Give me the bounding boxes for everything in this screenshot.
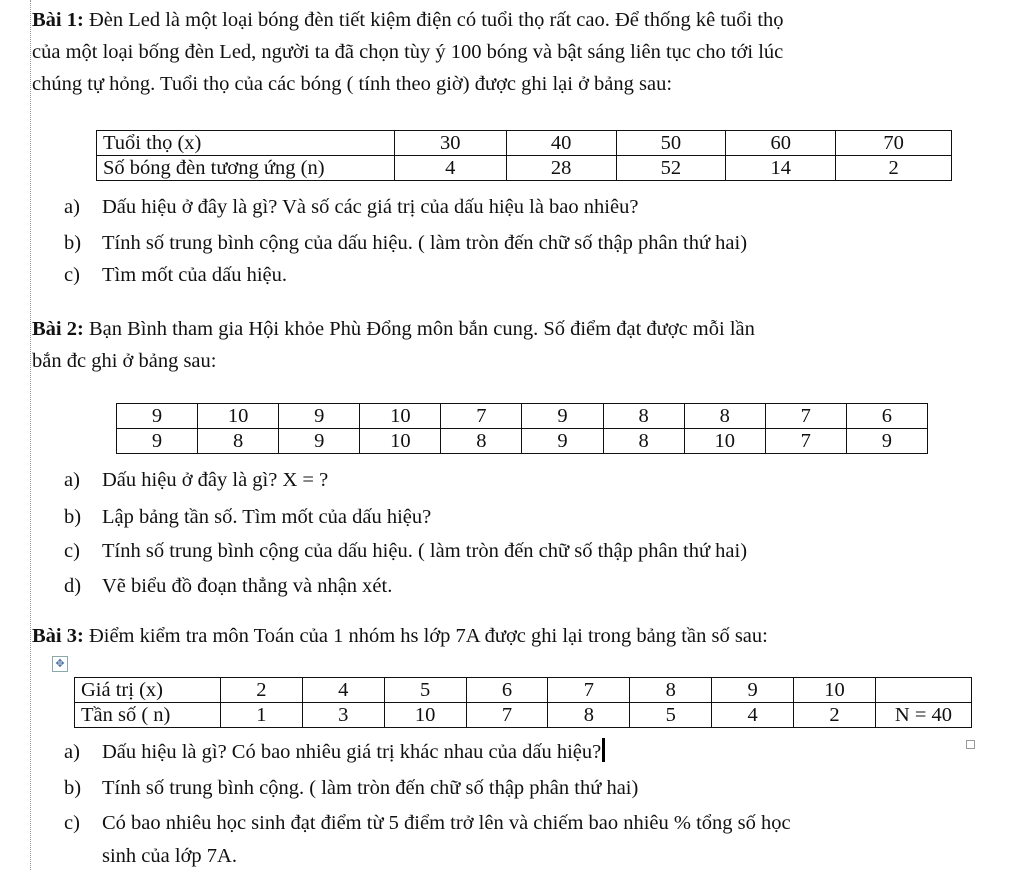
move-arrows-icon: ✥ <box>55 657 65 670</box>
table-cell[interactable]: 10 <box>794 678 876 703</box>
table-row <box>97 156 952 181</box>
bai3-table[interactable] <box>74 677 972 728</box>
list-item-text: Lập bảng tần số. Tìm mốt của dấu hiệu? <box>102 506 432 528</box>
table-cell[interactable]: N = 40 <box>875 703 971 728</box>
table-cell[interactable]: 8 <box>603 404 684 429</box>
list-item[interactable] <box>64 466 328 494</box>
table-cell[interactable]: 8 <box>684 404 765 429</box>
list-item-text: Tính số trung bình cộng của dấu hiệu. ( làm tròn đến chữ số thập phân thứ hai) <box>102 232 748 254</box>
table-cell[interactable]: 14 <box>726 156 836 181</box>
table-cell[interactable]: 9 <box>846 429 927 454</box>
table-cell[interactable]: 7 <box>765 404 846 429</box>
table-cell[interactable]: 8 <box>603 429 684 454</box>
list-item[interactable] <box>64 572 392 600</box>
table-cell[interactable]: 9 <box>522 404 603 429</box>
table-cell[interactable]: 30 <box>394 131 506 156</box>
list-marker: c) <box>64 264 80 286</box>
table-cell[interactable]: 7 <box>548 678 630 703</box>
bai1-text-line1: Đèn Led là một loại bóng đèn tiết kiệm điện có tuổi thọ rất cao. Để thống kê tuổi thọ <box>83 9 784 31</box>
list-item-text: Tính số trung bình cộng của dấu hiệu. ( làm tròn đến chữ số thập phân thứ hai) <box>102 540 748 562</box>
table-row <box>97 131 952 156</box>
table-cell[interactable]: 9 <box>117 404 198 429</box>
table-row <box>75 703 972 728</box>
table-cell[interactable]: 6 <box>466 678 548 703</box>
table-cell[interactable]: 5 <box>384 678 466 703</box>
table-cell[interactable]: 70 <box>836 131 952 156</box>
table-cell[interactable]: 10 <box>360 404 441 429</box>
table-cell[interactable]: 9 <box>279 429 360 454</box>
table-cell[interactable]: 5 <box>630 703 712 728</box>
bai1-table[interactable] <box>96 130 952 181</box>
table-cell[interactable]: 7 <box>765 429 846 454</box>
list-item-text: Dấu hiệu là gì? Có bao nhiêu giá trị khác nhau của dấu hiệu? <box>102 741 602 763</box>
table-cell[interactable]: 8 <box>198 429 279 454</box>
list-marker: c) <box>64 540 80 562</box>
table-cell[interactable]: 10 <box>360 429 441 454</box>
table-cell[interactable]: Giá trị (x) <box>75 678 221 703</box>
bai2-text-line1: Bạn Bình tham gia Hội khỏe Phù Đổng môn bắn cung. Số điểm đạt được mỗi lần <box>83 318 755 340</box>
text-cursor <box>602 738 605 762</box>
table-cell[interactable]: 60 <box>726 131 836 156</box>
list-marker: d) <box>64 575 82 597</box>
table-cell[interactable]: 50 <box>616 131 726 156</box>
page-margin-guide <box>30 0 31 870</box>
bai1-text-line2: của một loại bống đèn Led, người ta đã chọn tùy ý 100 bóng và bật sáng liên tục cho tới lúc <box>32 41 784 63</box>
table-cell[interactable]: 9 <box>117 429 198 454</box>
table-cell[interactable]: 10 <box>384 703 466 728</box>
table-cell[interactable]: 4 <box>302 678 384 703</box>
table-cell[interactable]: 8 <box>548 703 630 728</box>
table-cell[interactable]: 6 <box>846 404 927 429</box>
table-cell[interactable]: 4 <box>394 156 506 181</box>
table-cell[interactable]: 8 <box>441 429 522 454</box>
list-marker: c) <box>64 812 80 834</box>
bai3-paragraph[interactable] <box>32 620 1012 652</box>
table-cell[interactable]: 52 <box>616 156 726 181</box>
table-cell[interactable]: 3 <box>302 703 384 728</box>
list-item[interactable] <box>64 738 605 766</box>
table-cell[interactable]: 40 <box>506 131 616 156</box>
list-item[interactable] <box>64 193 638 221</box>
bai2-text-line2: bắn đc ghi ở bảng sau: <box>32 350 217 372</box>
table-cell[interactable]: 8 <box>630 678 712 703</box>
table-cell[interactable]: Tần số ( n) <box>75 703 221 728</box>
table-cell[interactable]: Tuổi thọ (x) <box>97 131 395 156</box>
list-item[interactable] <box>64 537 747 565</box>
table-cell[interactable]: 9 <box>522 429 603 454</box>
list-item-text: Có bao nhiêu học sinh đạt điểm từ 5 điểm trở lên và chiếm bao nhiêu % tổng số học <box>102 812 791 834</box>
table-row <box>117 429 928 454</box>
list-item[interactable] <box>64 809 791 837</box>
table-cell[interactable]: 4 <box>712 703 794 728</box>
list-item-text: Tính số trung bình cộng. ( làm tròn đến chữ số thập phân thứ hai) <box>102 777 639 799</box>
list-marker: a) <box>64 196 80 218</box>
table-cell[interactable]: 2 <box>220 678 302 703</box>
table-cell[interactable]: 7 <box>466 703 548 728</box>
table-cell[interactable]: 9 <box>279 404 360 429</box>
table-resize-handle[interactable] <box>966 740 975 749</box>
list-marker: a) <box>64 469 80 491</box>
table-cell[interactable]: 10 <box>198 404 279 429</box>
table-move-handle[interactable] <box>52 656 68 672</box>
table-cell[interactable]: 7 <box>441 404 522 429</box>
bai2-table[interactable] <box>116 403 928 454</box>
table-cell[interactable]: 10 <box>684 429 765 454</box>
table-cell[interactable]: 2 <box>836 156 952 181</box>
list-item[interactable] <box>64 261 287 289</box>
list-item[interactable] <box>64 774 638 802</box>
list-item-text: Dấu hiệu ở đây là gì? Và số các giá trị của dấu hiệu là bao nhiêu? <box>102 196 639 218</box>
list-item-continuation: sinh của lớp 7A. <box>102 845 237 867</box>
bai1-heading: Bài 1: <box>32 9 84 31</box>
bai3-text-line1: Điểm kiểm tra môn Toán của 1 nhóm hs lớp 7A được ghi lại trong bảng tần số sau: <box>83 625 768 647</box>
table-row <box>75 678 972 703</box>
list-marker: b) <box>64 506 82 528</box>
list-item[interactable] <box>64 229 747 257</box>
table-row <box>117 404 928 429</box>
list-item-text: Dấu hiệu ở đây là gì? X = ? <box>102 469 329 491</box>
list-marker: a) <box>64 741 80 763</box>
list-marker: b) <box>64 232 82 254</box>
list-marker: b) <box>64 777 82 799</box>
bai1-paragraph[interactable] <box>32 4 1012 100</box>
table-cell[interactable]: 1 <box>220 703 302 728</box>
list-item[interactable] <box>64 503 431 531</box>
bai2-heading: Bài 2: <box>32 318 84 340</box>
list-item-text: Tìm mốt của dấu hiệu. <box>102 264 288 286</box>
table-cell[interactable]: 28 <box>506 156 616 181</box>
table-cell[interactable]: 2 <box>794 703 876 728</box>
bai2-paragraph[interactable] <box>32 313 1012 377</box>
list-item-text: Vẽ biểu đồ đoạn thẳng và nhận xét. <box>102 575 393 597</box>
bai3-heading: Bài 3: <box>32 625 84 647</box>
bai1-text-line3: chúng tự hỏng. Tuổi thọ của các bóng ( tính theo giờ) được ghi lại ở bảng sau: <box>32 73 673 95</box>
table-cell[interactable]: 9 <box>712 678 794 703</box>
table-cell[interactable]: Số bóng đèn tương ứng (n) <box>97 156 395 181</box>
table-cell[interactable] <box>875 678 971 703</box>
